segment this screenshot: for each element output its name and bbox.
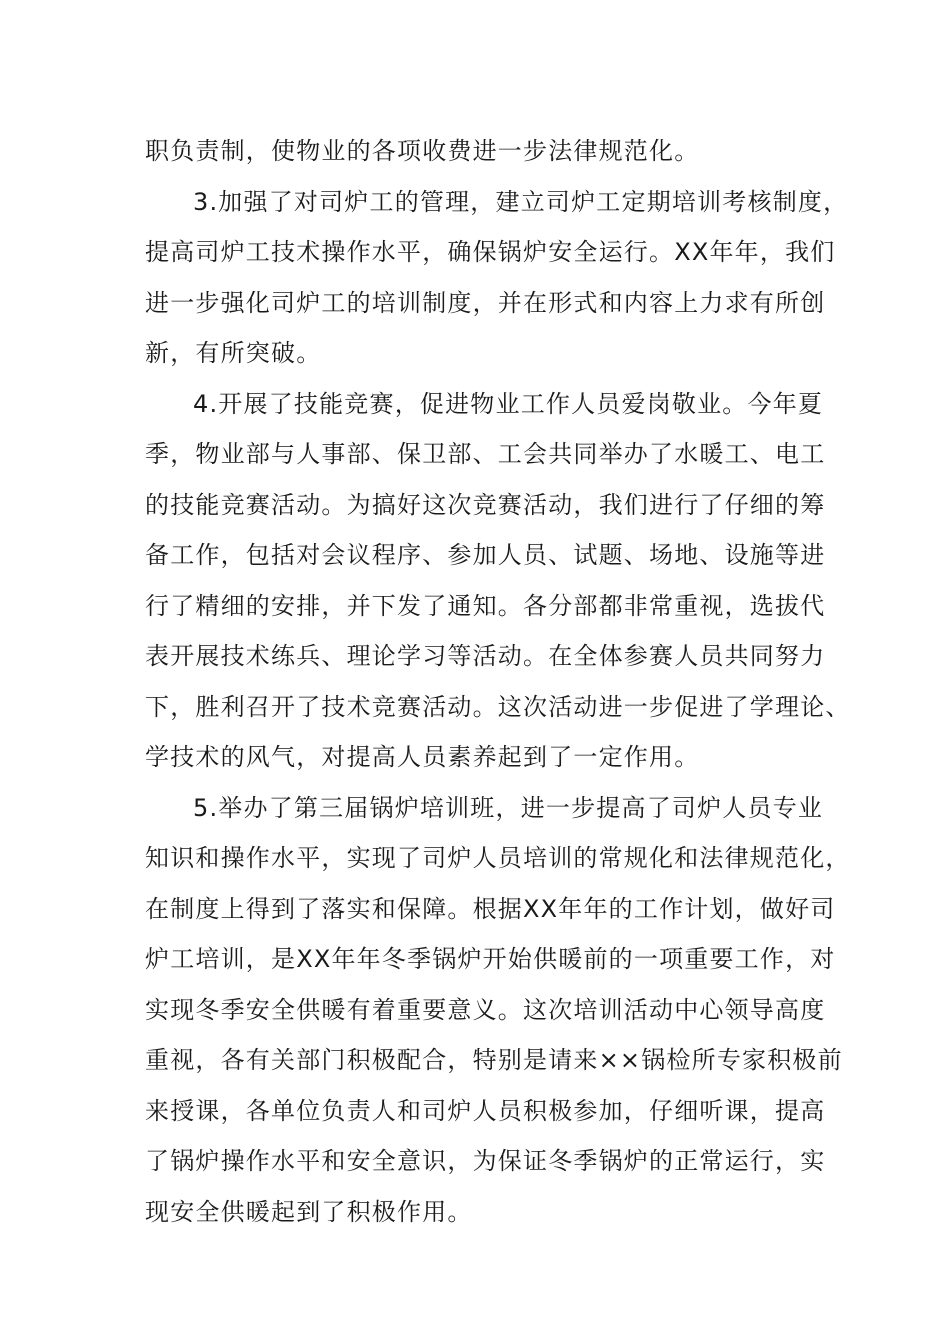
paragraph-5-start: 5.举办了第三届锅炉培训班，进一步提高了司炉人员专业: [193, 793, 824, 822]
text-line: 表开展技术练兵、理论学习等活动。在全体参赛人员共同努力: [145, 642, 826, 670]
text-line: 重视，各有关部门积极配合，特别是请来××锅检所专家积极前: [145, 1046, 843, 1074]
text-line: 季，物业部与人事部、保卫部、工会共同举办了水暖工、电工: [145, 440, 826, 468]
paragraph-3-start: 3.加强了对司炉工的管理，建立司炉工定期培训考核制度，: [193, 187, 849, 216]
text-line: 现安全供暖起到了积极作用。: [145, 1197, 473, 1226]
text-line: 实现冬季安全供暖有着重要意义。这次培训活动中心领导高度: [145, 995, 826, 1024]
text-line: 炉工培训，是XX年年冬季锅炉开始供暖前的一项重要工作，对: [145, 945, 836, 973]
text-line: 在制度上得到了落实和保障。根据XX年年的工作计划，做好司: [145, 894, 836, 923]
text-line: 学技术的风气，对提高人员素养起到了一定作用。: [145, 743, 700, 771]
text-line: 下，胜利召开了技术竞赛活动。这次活动进一步促进了学理论、: [145, 692, 851, 721]
text-line: 知识和操作水平，实现了司炉人员培训的常规化和法律规范化，: [145, 844, 851, 872]
paragraph-4-start: 4.开展了技能竞赛，促进物业工作人员爱岗敬业。今年夏: [193, 389, 824, 418]
text-line: 职负责制，使物业的各项收费进一步法律规范化。: [145, 137, 700, 165]
document-body: [145, 126, 851, 1237]
text-line: 新，有所突破。: [145, 339, 322, 367]
text-line: 提高司炉工技术操作水平，确保锅炉安全运行。XX年年，我们: [145, 238, 836, 266]
text-line: 来授课，各单位负责人和司炉人员积极参加，仔细听课，提高: [145, 1096, 826, 1125]
text-line: 的技能竞赛活动。为搞好这次竞赛活动，我们进行了仔细的筹: [145, 490, 826, 519]
text-line: 行了精细的安排，并下发了通知。各分部都非常重视，选拔代: [145, 591, 826, 620]
text-line: 了锅炉操作水平和安全意识，为保证冬季锅炉的正常运行，实: [145, 1147, 826, 1175]
text-line: 进一步强化司炉工的培训制度，并在形式和内容上力求有所创: [145, 288, 826, 317]
text-line: 备工作，包括对会议程序、参加人员、试题、场地、设施等进: [145, 541, 826, 569]
